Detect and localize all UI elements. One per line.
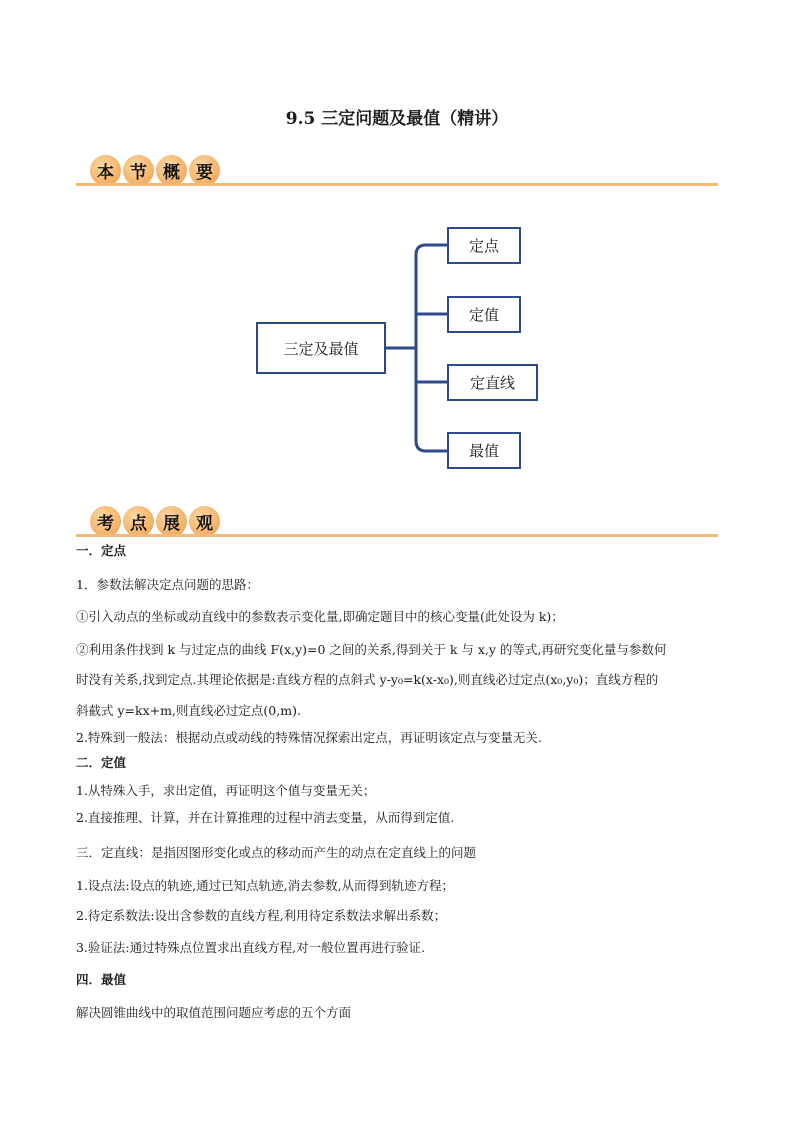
heading-fixed-line: 三．定直线：是指因图形变化或点的移动而产生的动点在定直线上的问题 [76,845,477,860]
paragraph: 时没有关系,找到定点.其理论依据是:直线方程的点斜式 y-y₀=k(x-x₀),则直线必过定点(x₀,y₀)；直线方程的 [76,672,659,687]
paragraph: 2.特殊到一般法：根据动点或动线的特殊情况探索出定点，再证明该定点与变量无关. [76,730,542,745]
header-char: 概 [156,155,187,186]
paragraph: 2.待定系数法:设出含参数的直线方程,利用待定系数法求解出系数； [76,908,447,923]
section-header-key-points [76,506,718,546]
paragraph: 1.从特殊入手，求出定值，再证明这个值与变量无关； [76,783,376,798]
mind-map-branch-extreme: 最值 [447,432,521,469]
paragraph: ②利用条件找到 k 与过定点的曲线 F(x,y)=0 之间的关系,得到关于 k 与 x,y 的等式,再研究变化量与参数何 [76,642,667,657]
header-rule [76,534,718,537]
mind-map-branch-fixed-point: 定点 [447,227,521,264]
mind-map-branch-fixed-line: 定直线 [447,364,538,401]
paragraph: 3.验证法:通过特殊点位置求出直线方程,对一般位置再进行验证. [76,940,426,955]
page-title: 9.5 三定问题及最值（精讲） [285,109,509,129]
mind-map-root: 三定及最值 [256,322,386,374]
header-char: 观 [189,506,220,537]
section-header-overview [76,155,718,195]
heading-fixed-value: 二．定值 [76,755,127,770]
header-char: 本 [90,155,121,186]
header-char: 点 [123,506,154,537]
paragraph: 解决圆锥曲线中的取值范围问题应考虑的五个方面 [76,1005,352,1020]
paragraph: ①引入动点的坐标或动直线中的参数表示变化量,即确定题目中的核心变量(此处设为 k)； [76,609,564,624]
header-char: 考 [90,506,121,537]
paragraph: 斜截式 y=kx+m,则直线必过定点(0,m). [76,703,301,718]
mind-map-branch-fixed-value: 定值 [447,296,521,333]
heading-extreme-value: 四．最值 [76,972,127,987]
paragraph: 2.直接推理、计算，并在计算推理的过程中消去变量，从而得到定值. [76,810,455,825]
header-char: 要 [189,155,220,186]
header-char: 节 [123,155,154,186]
header-char: 展 [156,506,187,537]
heading-fixed-point: 一．定点 [76,543,127,558]
paragraph: 1．参数法解决定点问题的思路： [76,577,259,592]
header-rule [76,183,718,186]
paragraph: 1.设点法:设点的轨迹,通过已知点轨迹,消去参数,从而得到轨迹方程； [76,878,455,893]
